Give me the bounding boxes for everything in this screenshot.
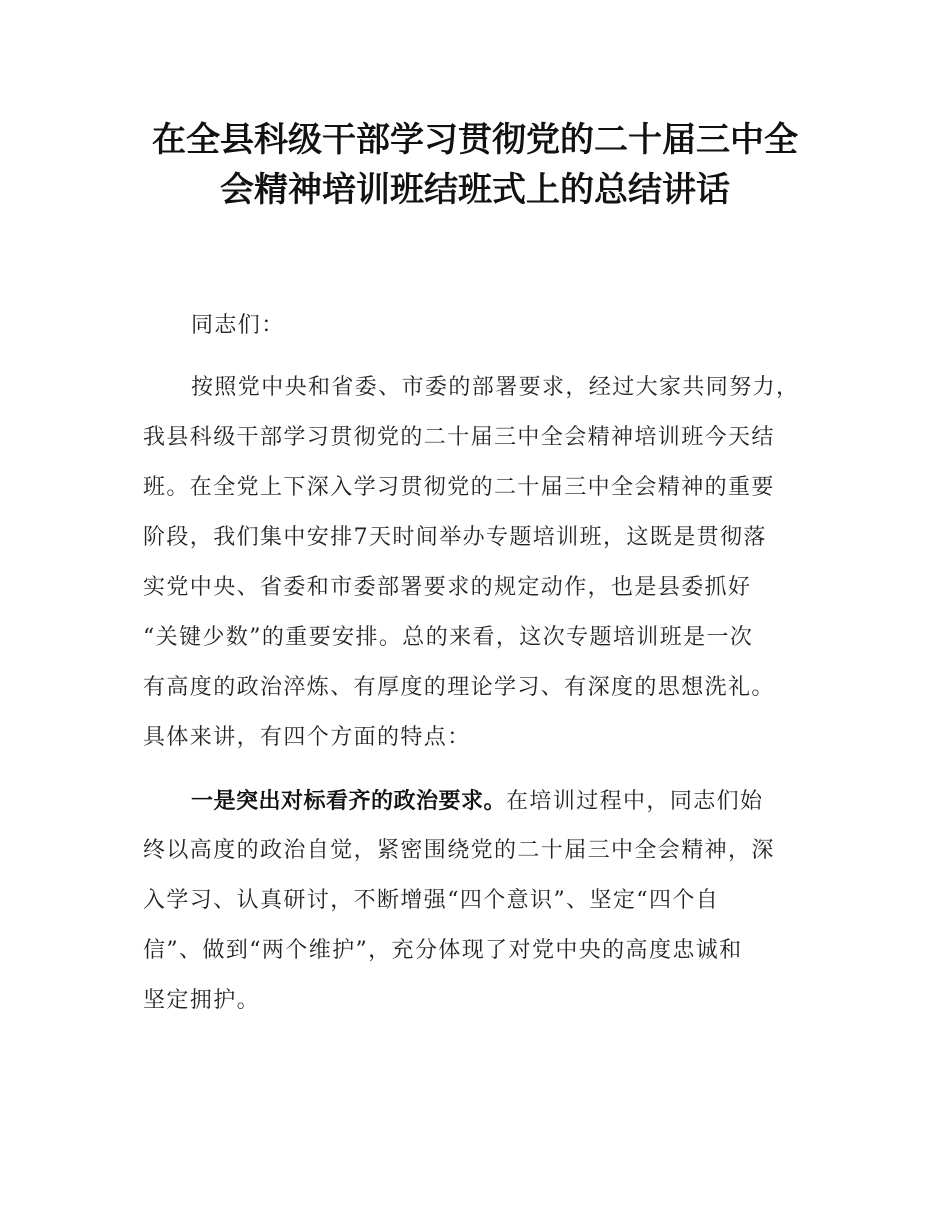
paragraph-1-line: 有高度的政治淬炼、有厚度的理论学习、有深度的思想洗礼。 bbox=[143, 675, 775, 700]
paragraph-1-line: 按照党中央和省委、市委的部署要求，经过大家共同努力， bbox=[191, 375, 800, 400]
paragraph-2-line: 终以高度的政治自觉，紧密围绕党的二十届三中全会精神，深 bbox=[143, 838, 775, 863]
paragraph-2-heading: 一是突出对标看齐的政治要求。 bbox=[191, 788, 507, 814]
paragraph-2-line: 信”、做到“两个维护”，充分体现了对党中央的高度忠诚和 bbox=[143, 938, 743, 963]
paragraph-1-line: “关键少数”的重要安排。总的来看，这次专题培训班是一次 bbox=[143, 625, 754, 650]
paragraph-2-lead-text: 在培训过程中，同志们始 bbox=[506, 789, 764, 814]
document-title-line-2: 会精神培训班结班式上的总结讲话 bbox=[220, 170, 730, 210]
paragraph-1-line: 我县科级干部学习贯彻党的二十届三中全会精神培训班今天结 bbox=[143, 425, 775, 450]
paragraph-1-line: 具体来讲，有四个方面的特点： bbox=[143, 725, 471, 750]
paragraph-2-first-line bbox=[191, 786, 891, 817]
paragraph-1-line: 班。在全党上下深入学习贯彻党的二十届三中全会精神的重要 bbox=[143, 475, 775, 500]
paragraph-2-line: 入学习、认真研讨，不断增强“四个意识”、坚定“四个自 bbox=[143, 888, 720, 913]
paragraph-1-line: 实党中央、省委和市委部署要求的规定动作，也是县委抓好 bbox=[143, 575, 752, 600]
document-title-line-1: 在全县科级干部学习贯彻党的二十届三中全 bbox=[152, 120, 798, 160]
salutation: 同志们： bbox=[191, 313, 285, 338]
paragraph-2-line: 坚定拥护。 bbox=[143, 988, 261, 1013]
paragraph-1-line: 阶段，我们集中安排7天时间举办专题培训班，这既是贯彻落 bbox=[143, 525, 767, 550]
